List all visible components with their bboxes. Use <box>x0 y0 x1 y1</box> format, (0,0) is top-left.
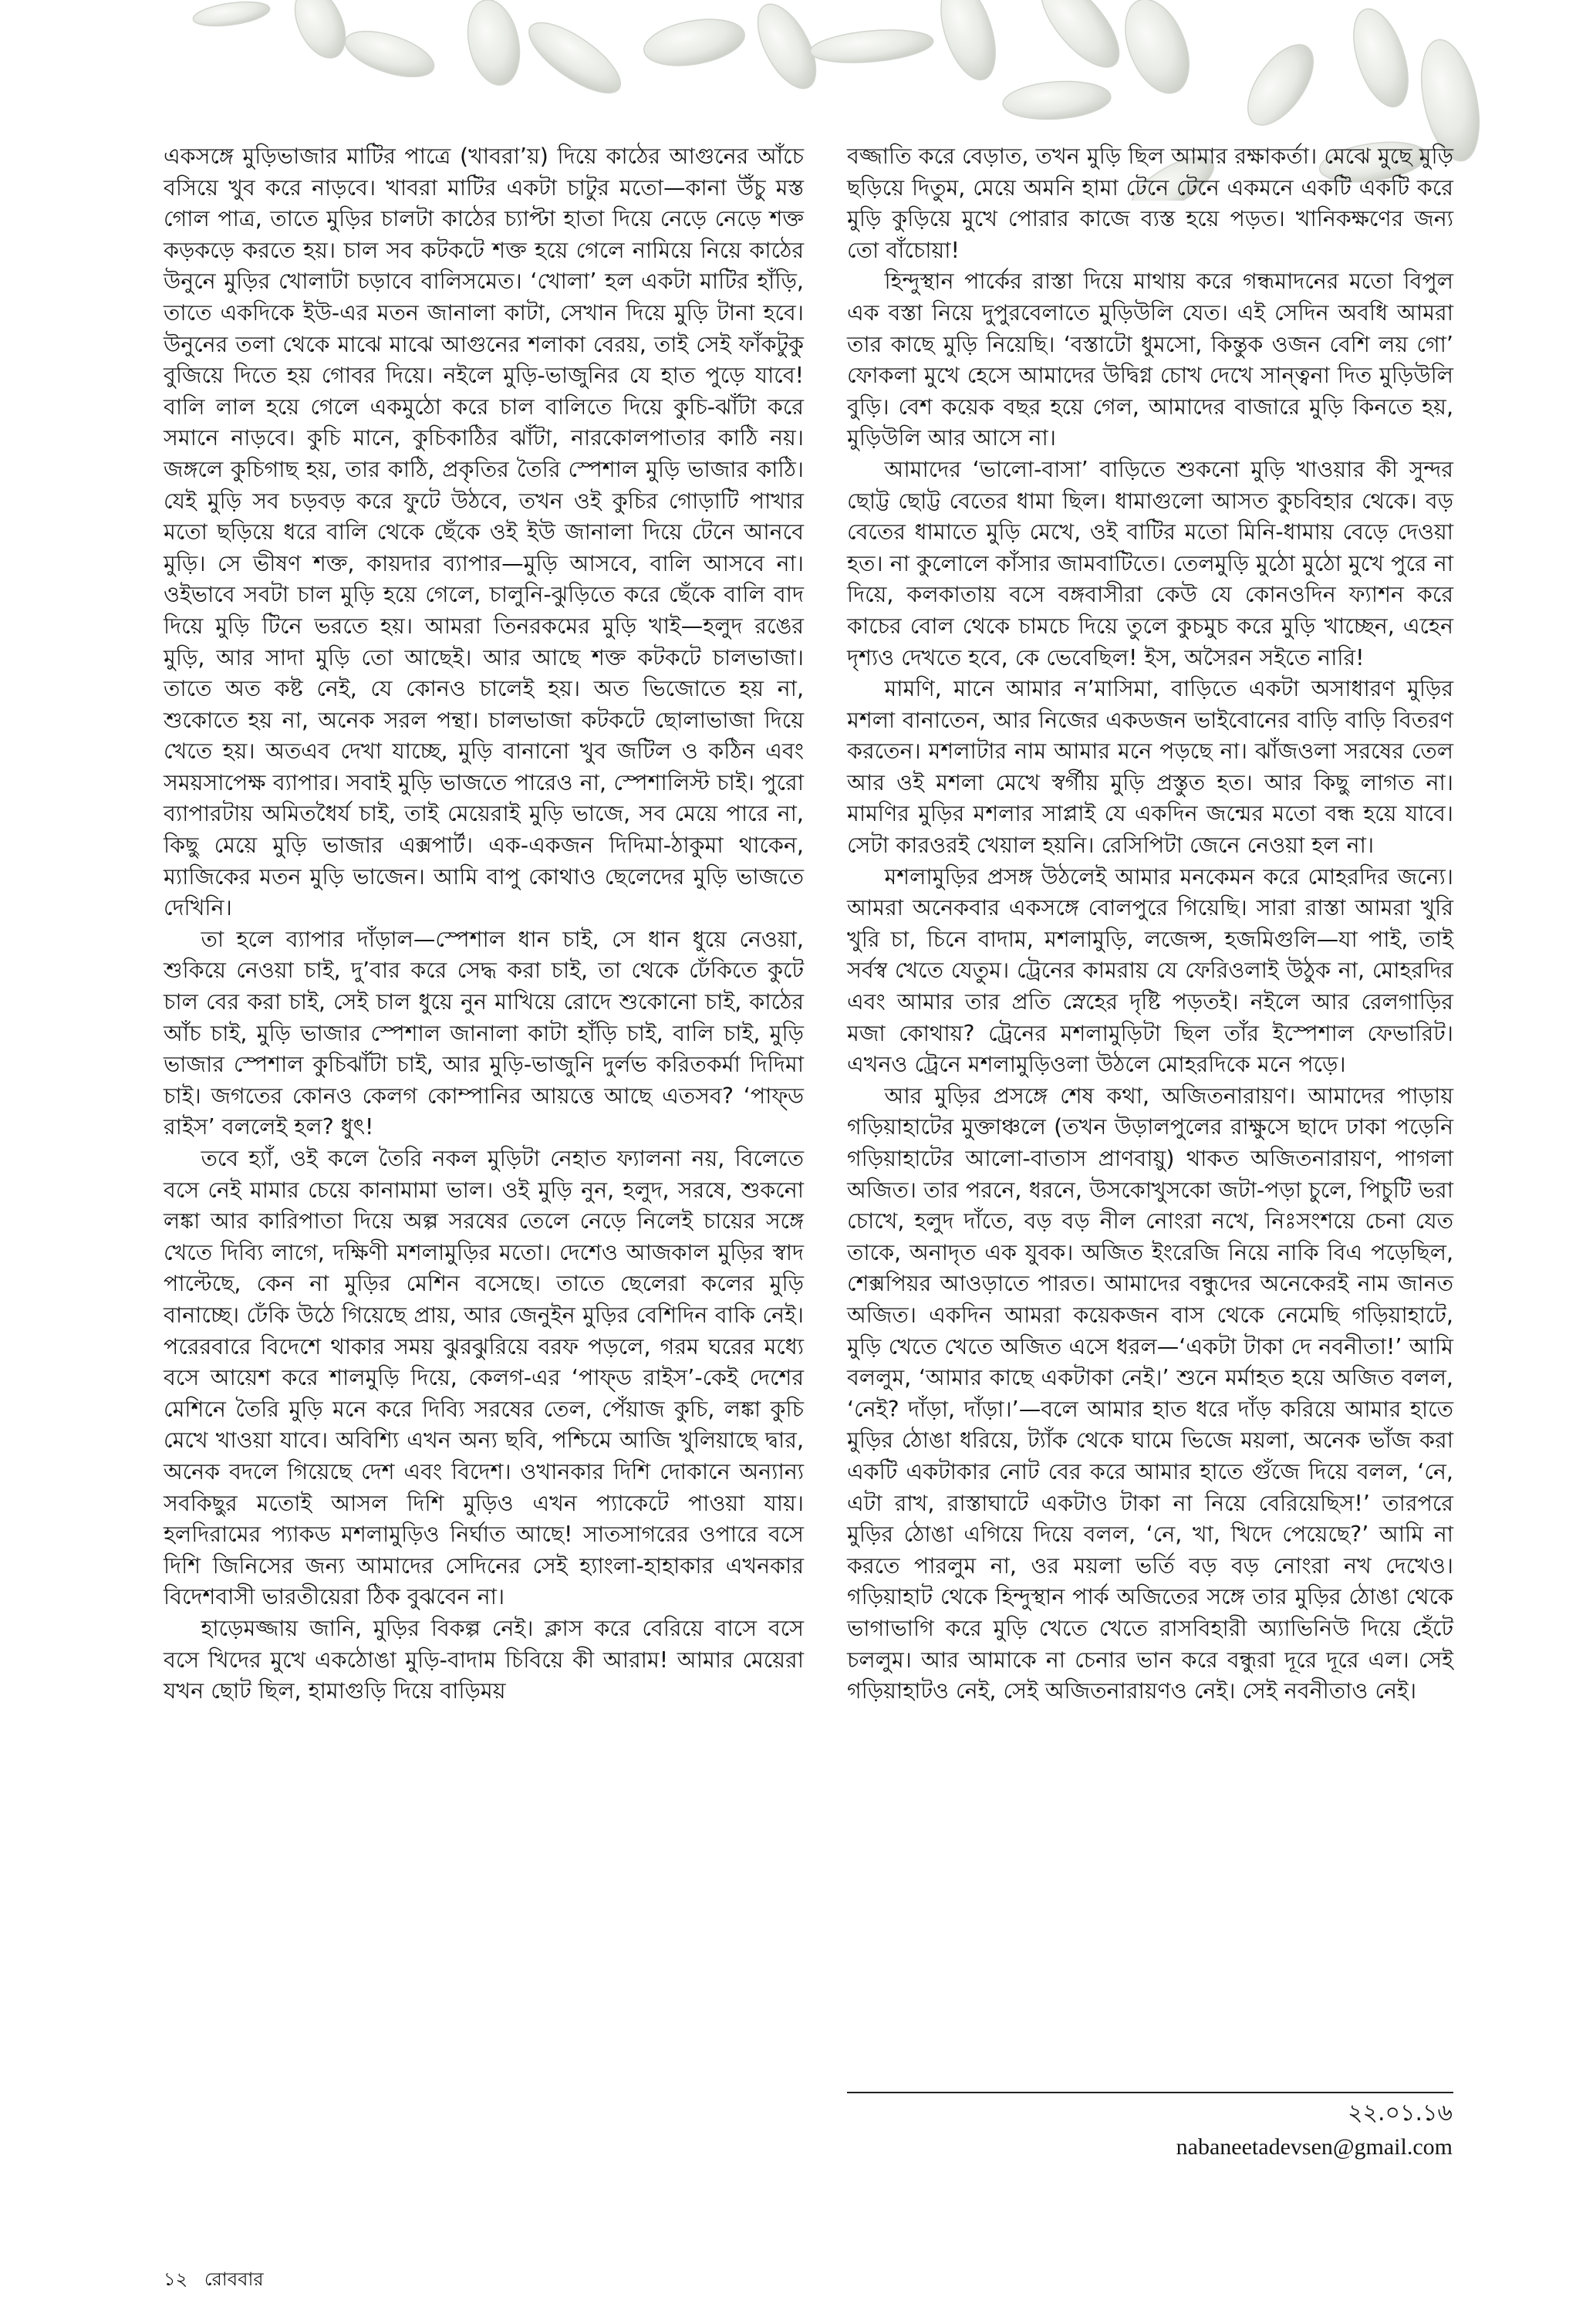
puffed-rice-grain-icon <box>461 0 527 90</box>
article-left-column <box>164 141 804 1708</box>
puffed-rice-grain-icon <box>1001 78 1112 123</box>
puffed-rice-grain-icon <box>519 11 631 106</box>
paragraph: আর মুড়ির প্রসঙ্গে শেষ কথা, অজিতনারায়ণ। আমাদের পাড়ায় গড়িয়াহাটের মুক্তাঞ্চলে (তখন উড়ালপুলের রাক্ষুসে ছাদে ঢাকা পড়েনি গড়িয়াহাটের আলো-বাতাস প্রাণবায়ু) থাকত অজিতনারায়ণ, পাগলা অজিত। তার পরনে, ধরনে, উসকোখুসকো জটা-পড়া চুলে, পিচুটি ভরা চোখে, হলুদ দাঁতে, বড় বড় নীল নোংরা নখে, নিঃসংশয়ে চেনা যেত তাকে, অনাদৃত এক যুবক। অজিত ইংরেজি নিয়ে নাকি বিএ পড়েছিল, শেক্সপিয়র আওড়াতে পারত। আমাদের বন্ধুদের অনেকেরই নাম জানত অজিত। একদিন আমরা কয়েকজন বাস থেকে নেমেছি গড়িয়াহাটে, মুড়ি খেতে খেতে অজিত এসে ধরল—‘একটা টাকা দে নবনীতা!’ আমি বললুম, ‘আমার কাছে একটাকা নেই।’ শুনে মর্মাহত হয়ে অজিত বলল, ‘নেই? দাঁড়া, দাঁড়া।’—বলে আমার হাত ধরে দাঁড় করিয়ে আমার হাতে মুড়ির ঠোঙা ধরিয়ে, ট্যাঁক থেকে ঘামে ভিজে ময়লা, অনেক ভাঁজ করা একটি একটাকার নোট বের করে আমার হাতে গুঁজে দিয়ে বলল, ‘নে, এটা রাখ, রাস্তাঘাটে একটাও টাকা না নিয়ে বেরিয়েছিস!’ তারপরে মুড়ির ঠোঙা এগিয়ে দিয়ে বলল, ‘নে, খা, খিদে পেয়েছে?’ আমি না করতে পারলুম না, ওর ময়লা ভর্তি বড় বড় নোংরা নখ দেখেও। গড়িয়াহাট থেকে হিন্দুস্থান পার্ক অজিতের সঙ্গে তার মুড়ির ঠোঙা থেকে ভাগাভাগি করে মুড়ি খেতে খেতে রাসবিহারী অ্যাভিনিউ দিয়ে হেঁটে চললুম। আর আমাকে না চেনার ভান করে বন্ধুরা দূরে দূরে এল। সেই গড়িয়াহাটও নেই, সেই অজিতনারায়ণও নেই। সেই নবনীতাও নেই। <box>847 1083 1453 1704</box>
paragraph: আমাদের ‘ভালো-বাসা’ বাড়িতে শুকনো মুড়ি খাওয়ার কী সুন্দর ছোট্ট ছোট্ট বেতের ধামা ছিল। ধামাগুলো আসত কুচবিহার থেকে। বড় বেতের ধামাতে মুড়ি মেখে, ওই বাটির মতো মিনি-ধামায় বেড়ে দেওয়া হত। না কুলোলে কাঁসার জামবাটিতে। তেলমুড়ি মুঠো মুঠো মুখে পুরে না দিয়ে, কলকাতায় বসে বঙ্গবাসীরা কেউ যে কোনওদিন ফ্যাশন করে কাচের বোল থেকে চামচে দিয়ে তুলে কুচমুচ করে মুড়ি খাচ্ছেন, এহেন দৃশ্যও দেখতে হবে, কে ভেবেছিল! ইস, অসৈরন সইতে নারি! <box>847 456 1453 671</box>
paragraph: হাড়েমজ্জায় জানি, মুড়ির বিকল্প নেই। ক্লাস করে বেরিয়ে বাসে বসে বসে খিদের মুখে একঠোঙা মুড়ি-বাদাম চিবিয়ে কী আরাম! আমার মেয়েরা যখন ছোট ছিল, হামাগুড়ি দিয়ে বাড়িময় <box>164 1615 804 1704</box>
paragraph: তবে হ্যাঁ, ওই কলে তৈরি নকল মুড়িটা নেহাত ফ্যালনা নয়, বিলেতে বসে নেই মামার চেয়ে কানামামা ভাল। ওই মুড়ি নুন, হলুদ, সরষে, শুকনো লঙ্কা আর কারিপাতা দিয়ে অল্প সরষের তেলে নেড়ে নিলেই চায়ের সঙ্গে খেতে দিব্যি লাগে, দক্ষিণী মশলামুড়ির মতো। দেশেও আজকাল মুড়ির স্বাদ পাল্টেছে, কেন না মুড়ির মেশিন বসেছে। তাতে ছেলেরা কলের মুড়ি বানাচ্ছে। ঢেঁকি উঠে গিয়েছে প্রায়, আর জেনুইন মুড়ির বেশিদিন বাকি নেই। পরেরবারে বিদেশে থাকার সময় ঝুরঝুরিয়ে বরফ পড়লে, গরম ঘরের মধ্যে বসে আয়েশ করে শালমুড়ি দিয়ে, কেলগ-এর ‘পাফ্ড রাইস’-কেই দেশের মেশিনে তৈরি মুড়ি মনে করে দিব্যি সরষের তেল, পেঁয়াজ কুচি, লঙ্কা কুচি মেখে খাওয়া যাবে। অবিশ্যি এখন অন্য ছবি, পশ্চিমে আজি খুলিয়াছে দ্বার, অনেক বদলে গিয়েছে দেশ এবং বিদেশ। ওখানকার দিশি দোকানে অন্যান্য সবকিছুর মতোই আসল দিশি মুড়িও এখন প্যাকেটে পাওয়া যায়। হলদিরামের প্যাকড মশলামুড়িও নির্ঘাত আছে! সাতসাগরের ওপারে বসে দিশি জিনিসের জন্য আমাদের সেদিনের সেই হ্যাংলা-হাহাকার এখনকার বিদেশবাসী ভারতীয়েরা ঠিক বুঝবেন না। <box>164 1146 804 1610</box>
puffed-rice-grain-icon <box>1343 2 1419 113</box>
puffed-rice-grain-icon <box>1235 34 1326 137</box>
puffed-rice-grain-icon <box>640 12 748 73</box>
article-right-column <box>847 141 1453 1708</box>
puffed-rice-grain-icon <box>1113 0 1202 103</box>
page-number: ১২ <box>164 2268 188 2290</box>
puffed-rice-grain-icon <box>930 0 1006 86</box>
article-date: ২২.০১.১৬ <box>1347 2099 1453 2126</box>
puffed-rice-grain-icon <box>809 25 935 67</box>
page-footer <box>164 2267 275 2292</box>
puffed-rice-grain-icon <box>340 22 440 86</box>
paragraph: একসঙ্গে মুড়িভাজার মাটির পাত্রে (খাবরা’য়) দিয়ে কাঠের আগুনের আঁচে বসিয়ে খুব করে নাড়বে। খাবরা মাটির একটা চাটুর মতো—কানা উঁচু মস্ত গোল পাত্র, তাতে মুড়ির চালটা কাঠের চ্যাপ্টা হাতা দিয়ে নেড়ে নেড়ে শক্ত কড়কড়ে করতে হয়। চাল সব কটকটে শক্ত হয়ে গেলে নামিয়ে নিয়ে কাঠের উনুনে মুড়ির খোলাটা চড়াবে বালিসমেত। ‘খোলা’ হল একটা মাটির হাঁড়ি, তাতে একদিকে ইউ-এর মতন জানালা কাটা, সেখান দিয়ে মুড়ি টানা হবে। উনুনের তলা থেকে মাঝে মাঝে আগুনের শলাকা বেরয়, তাই সেই ফাঁকটুকু বুজিয়ে দিতে হয় গোবর দিয়ে। নইলে মুড়ি-ভাজুনির যে হাত পুড়ে যাবে! বালি লাল হয়ে গেলে একমুঠো করে চাল বালিতে দিয়ে কুচি-ঝাঁটা করে সমানে নাড়বে। কুচি মানে, কুচিকাঠির ঝাঁটা, নারকোলপাতার কাঠি নয়। জঙ্গলে কুচিগাছ হয়, তার কাঠি, প্রকৃতির তৈরি স্পেশাল মুড়ি ভাজার কাঠি। যেই মুড়ি সব চড়বড় করে ফুটে উঠবে, তখন ওই কুচির গোড়াটি পাখার মতো ছড়িয়ে ধরে বালি থেকে ছেঁকে ওই ইউ জানালা দিয়ে টেনে আনবে মুড়ি। সে ভীষণ শক্ত, কায়দার ব্যাপার—মুড়ি আসবে, বালি আসবে না। ওইভাবে সবটা চাল মুড়ি হয়ে গেলে, চালুনি-ঝুড়িতে করে ছেঁকে বালি বাদ দিয়ে মুড়ি টিনে ভরতে হয়। আমরা তিনরকমের মুড়ি খাই—হলুদ রঙের মুড়ি, আর সাদা মুড়ি তো আছেই। আর আছে শক্ত কটকটে চালভাজা। তাতে অত কষ্ট নেই, যে কোনও চালেই হয়। অত ভিজোতে হয় না, শুকোতে হয় না, অনেক সরল পন্থা। চালভাজা কটকটে ছোলাভাজা দিয়ে খেতে হয়। অতএব দেখা যাচ্ছে, মুড়ি বানানো খুব জটিল ও কঠিন এবং সময়সাপেক্ষ ব্যাপার। সবাই মুড়ি ভাজতে পারেও না, স্পেশালিস্ট চাই। পুরো ব্যাপারটায় অমিতধৈর্য চাই, তাই মেয়েরাই মুড়ি ভাজে, সব মেয়ে পারে না, কিছু মেয়ে মুড়ি ভাজার এক্সপার্ট। এক-একজন দিদিমা-ঠাকুমা থাকেন, ম্যাজিকের মতন মুড়ি ভাজেন। আমি বাপু কোথাও ছেলেদের মুড়ি ভাজতে দেখিনি। <box>164 144 804 921</box>
paragraph: তা হলে ব্যাপার দাঁড়াল—স্পেশাল ধান চাই, সে ধান ধুয়ে নেওয়া, শুকিয়ে নেওয়া চাই, দু’বার করে সেদ্ধ করা চাই, তা থেকে ঢেঁকিতে কুটে চাল বের করা চাই, সেই চাল ধুয়ে নুন মাখিয়ে রোদে শুকোনো চাই, কাঠের আঁচ চাই, মুড়ি ভাজার স্পেশাল জানালা কাটা হাঁড়ি চাই, বালি চাই, মুড়ি ভাজার স্পেশাল কুচিঝাঁটা চাই, আর মুড়ি-ভাজুনি দুর্লভ করিতকর্মা দিদিমা চাই। জগতের কোনও কেলগ কোম্পানির আয়ত্তে আছে এতসব? ‘পাফ্ড রাইস’ বললেই হল? ধুৎ! <box>164 926 804 1140</box>
signature-divider <box>847 2092 1453 2093</box>
paragraph: মামণি, মানে আমার ন’মাসিমা, বাড়িতে একটা অসাধারণ মুড়ির মশলা বানাতেন, আর নিজের একডজন ভাইবোনের বাড়ি বাড়ি বিতরণ করতেন। মশলাটার নাম আমার মনে পড়ছে না। ঝাঁজওলা সরষের তেল আর ওই মশলা মেখে স্বর্গীয় মুড়ি প্রস্তুত হত। আর কিছু লাগত না। মামণির মুড়ির মশলার সাপ্লাই যে একদিন জন্মের মতো বন্ধ হয়ে যাবে। সেটা কারওরই খেয়াল হয়নি। রেসিপিটা জেনে নেওয়া হল না। <box>847 676 1453 859</box>
paragraph: মশলামুড়ির প্রসঙ্গ উঠলেই আমার মনকেমন করে মোহরদির জন্যে। আমরা অনেকবার একসঙ্গে বোলপুরে গিয়েছি। সারা রাস্তা আমরা খুরি খুরি চা, চিনে বাদাম, মশলামুড়ি, লজেন্স, হজমিগুলি—যা পাই, তাই সর্বস্ব খেতে যেতুম। ট্রেনের কামরায় যে ফেরিওলাই উঠুক না, মোহরদির এবং আমার তার প্রতি স্নেহের দৃষ্টি পড়তই। নইলে আর রেলগাড়ির মজা কোথায়? ট্রেনের মশলামুড়িটা ছিল তাঁর ইস্পেশাল ফেভারিট। এখনও ট্রেনে মশলামুড়িওলা উঠলে মোহরদিকে মনে পড়ে। <box>847 863 1453 1078</box>
paragraph: বজ্জাতি করে বেড়াত, তখন মুড়ি ছিল আমার রক্ষাকর্তা। মেঝে মুছে মুড়ি ছড়িয়ে দিতুম, মেয়ে অমনি হামা টেনে টেনে একমনে একটি একটি করে মুড়ি কুড়িয়ে মুখে পোরার কাজে ব্যস্ত হয়ে পড়ত। খানিকক্ষণের জন্য তো বাঁচোয়া! <box>847 144 1453 263</box>
paragraph: হিন্দুস্থান পার্কের রাস্তা দিয়ে মাথায় করে গন্ধমাদনের মতো বিপুল এক বস্তা নিয়ে দুপুরবেলাতে মুড়িউলি যেত। এই সেদিন অবধি আমরা তার কাছে মুড়ি নিয়েছি। ‘বস্তাটো ধুমসো, কিন্তুক ওজন বেশি লয় গো’ ফোকলা মুখে হেসে আমাদের উদ্বিগ্ন চোখ দেখে সান্ত্বনা দিত মুড়িউলি বুড়ি। বেশ কয়েক বছর হয়ে গেল, আমাদের বাজারে মুড়ি কিনতে হয়, মুড়িউলি আর আসে না। <box>847 269 1453 451</box>
puffed-rice-grain-icon <box>192 0 272 30</box>
section-name: রোববার <box>204 2268 264 2290</box>
puffed-rice-grain-icon <box>1028 0 1132 79</box>
puffed-rice-grain-icon <box>285 0 355 66</box>
author-email: nabaneetadevsen@gmail.com <box>1176 2134 1453 2160</box>
